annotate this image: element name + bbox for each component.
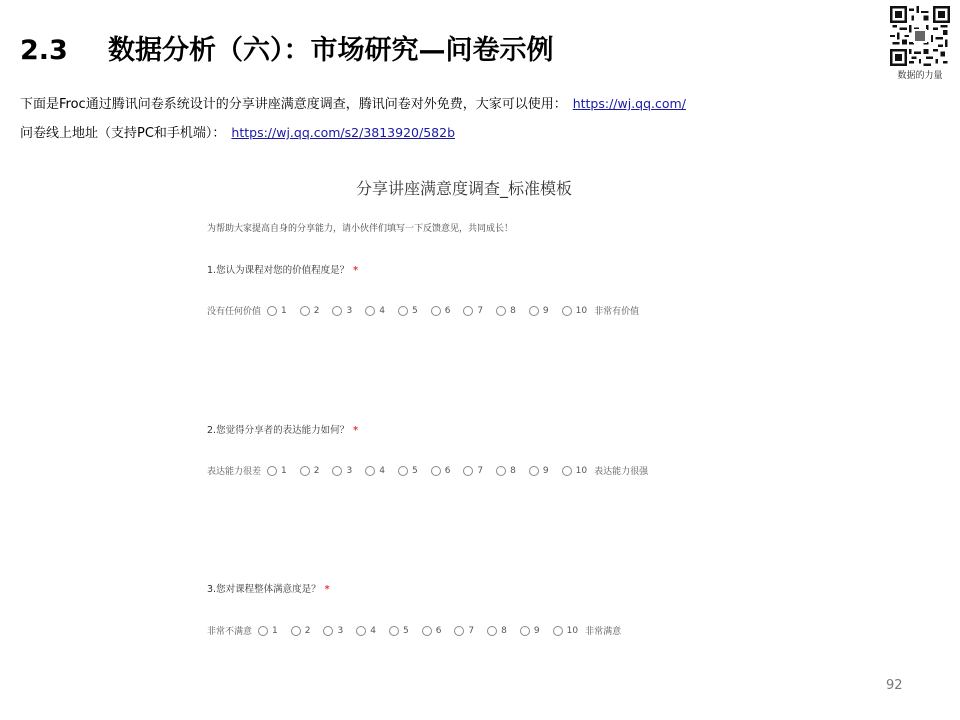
rating-option-label: 4 xyxy=(379,305,385,316)
radio-circle-icon[interactable] xyxy=(332,466,342,476)
question-2-scale xyxy=(207,464,648,477)
scale-low-label: 表达能力很差 xyxy=(207,467,262,477)
radio-circle-icon[interactable] xyxy=(422,626,432,636)
intro-text-1: 下面是Froc通过腾讯问卷系统设计的分享讲座满意度调查，腾讯问卷对外免费，大家可以使用： xyxy=(20,97,567,112)
page-number: 92 xyxy=(886,678,903,693)
rating-option[interactable] xyxy=(487,626,507,636)
rating-option-label: 10 xyxy=(566,625,579,636)
question-3-text: 3.您对课程整体满意度是？ xyxy=(207,584,321,595)
radio-circle-icon[interactable] xyxy=(562,306,572,316)
rating-option[interactable] xyxy=(553,626,578,636)
rating-option-label: 8 xyxy=(510,465,516,476)
rating-option[interactable] xyxy=(562,306,587,316)
radio-circle-icon[interactable] xyxy=(398,466,408,476)
qr-code-icon xyxy=(890,6,950,66)
rating-option[interactable] xyxy=(431,466,451,476)
scale-options xyxy=(267,466,600,476)
intro-line-1 xyxy=(20,93,686,112)
rating-option[interactable] xyxy=(431,306,451,316)
rating-option[interactable] xyxy=(496,466,516,476)
rating-option[interactable] xyxy=(398,306,418,316)
rating-option-label: 3 xyxy=(346,305,353,316)
slide-title xyxy=(20,28,554,67)
rating-option-label: 4 xyxy=(379,465,385,476)
rating-option-label: 7 xyxy=(477,465,484,476)
rating-option-label: 6 xyxy=(444,305,451,316)
intro-line-2 xyxy=(20,122,455,141)
radio-circle-icon[interactable] xyxy=(463,466,473,476)
radio-circle-icon[interactable] xyxy=(463,306,473,316)
rating-option-label: 7 xyxy=(468,625,475,636)
rating-option[interactable] xyxy=(258,626,278,636)
rating-option[interactable] xyxy=(267,306,287,316)
radio-circle-icon[interactable] xyxy=(431,466,441,476)
rating-option[interactable] xyxy=(496,306,516,316)
scale-low-label: 没有任何价值 xyxy=(207,307,262,317)
rating-option[interactable] xyxy=(529,306,549,316)
radio-circle-icon[interactable] xyxy=(300,466,310,476)
radio-circle-icon[interactable] xyxy=(389,626,399,636)
question-1-text: 1.您认为课程对您的价值程度是？ xyxy=(207,265,350,276)
radio-circle-icon[interactable] xyxy=(553,626,563,636)
rating-option[interactable] xyxy=(463,466,483,476)
rating-option-label: 4 xyxy=(370,625,376,636)
radio-circle-icon[interactable] xyxy=(258,626,268,636)
rating-option-label: 6 xyxy=(435,625,442,636)
section-number: 2.3 xyxy=(20,35,68,66)
rating-option[interactable] xyxy=(454,626,474,636)
rating-option[interactable] xyxy=(291,626,311,636)
rating-option-label: 5 xyxy=(411,465,418,476)
qr-block xyxy=(888,6,952,81)
rating-option-label: 9 xyxy=(533,625,540,636)
rating-option-label: 3 xyxy=(346,465,353,476)
rating-option[interactable] xyxy=(365,306,385,316)
rating-option[interactable] xyxy=(520,626,540,636)
scale-high-label: 表达能力很强 xyxy=(594,467,649,477)
rating-option-label: 9 xyxy=(542,465,549,476)
radio-circle-icon[interactable] xyxy=(323,626,333,636)
rating-option-label: 1 xyxy=(281,305,287,316)
rating-option[interactable] xyxy=(562,466,587,476)
radio-circle-icon[interactable] xyxy=(365,466,375,476)
intro-text-2: 问卷线上地址（支持PC和手机端）： xyxy=(20,126,226,141)
rating-option-label: 8 xyxy=(510,305,516,316)
qr-caption: 数据的力量 xyxy=(897,71,943,81)
radio-circle-icon[interactable] xyxy=(496,466,506,476)
question-3-title xyxy=(207,581,330,595)
radio-circle-icon[interactable] xyxy=(529,466,539,476)
rating-option-label: 3 xyxy=(337,625,344,636)
scale-low-label: 非常不满意 xyxy=(207,627,253,637)
question-2-text: 2.您觉得分享者的表达能力如何？ xyxy=(207,425,350,436)
rating-option[interactable] xyxy=(529,466,549,476)
question-3-scale xyxy=(207,624,621,637)
scale-high-label: 非常满意 xyxy=(585,627,622,637)
question-1-title xyxy=(207,262,358,276)
radio-circle-icon[interactable] xyxy=(454,626,464,636)
rating-option-label: 10 xyxy=(575,305,588,316)
radio-circle-icon[interactable] xyxy=(365,306,375,316)
rating-option-label: 7 xyxy=(477,305,484,316)
rating-option[interactable] xyxy=(300,306,320,316)
wj-homepage-link[interactable]: https://wj.qq.com/ xyxy=(572,96,686,111)
survey-title: 分享讲座满意度调查_标准模板 xyxy=(355,179,572,198)
radio-circle-icon[interactable] xyxy=(300,306,310,316)
rating-option[interactable] xyxy=(300,466,320,476)
scale-options xyxy=(267,306,600,316)
scale-options xyxy=(258,626,591,636)
survey-url-link[interactable]: https://wj.qq.com/s2/3813920/582b xyxy=(231,125,455,140)
rating-option-label: 5 xyxy=(402,625,409,636)
radio-circle-icon[interactable] xyxy=(431,306,441,316)
rating-option-label: 6 xyxy=(444,465,451,476)
rating-option-label: 1 xyxy=(281,465,287,476)
radio-circle-icon[interactable] xyxy=(267,306,277,316)
rating-option-label: 2 xyxy=(313,305,320,316)
radio-circle-icon[interactable] xyxy=(267,466,277,476)
required-mark: * xyxy=(353,425,359,436)
rating-option[interactable] xyxy=(267,466,287,476)
rating-option-label: 2 xyxy=(313,465,320,476)
radio-circle-icon[interactable] xyxy=(520,626,530,636)
rating-option-label: 8 xyxy=(501,625,507,636)
rating-option[interactable] xyxy=(356,626,376,636)
radio-circle-icon[interactable] xyxy=(291,626,301,636)
rating-option[interactable] xyxy=(389,626,409,636)
radio-circle-icon[interactable] xyxy=(332,306,342,316)
required-mark: * xyxy=(324,584,330,595)
survey-description: 为帮助大家提高自身的分享能力，请小伙伴们填写一下反馈意见，共同成长！ xyxy=(207,224,514,234)
radio-circle-icon[interactable] xyxy=(487,626,497,636)
rating-option[interactable] xyxy=(323,626,343,636)
scale-high-label: 非常有价值 xyxy=(594,307,640,317)
rating-option[interactable] xyxy=(422,626,442,636)
radio-circle-icon[interactable] xyxy=(398,306,408,316)
rating-option-label: 10 xyxy=(575,465,588,476)
radio-circle-icon[interactable] xyxy=(562,466,572,476)
radio-circle-icon[interactable] xyxy=(529,306,539,316)
rating-option[interactable] xyxy=(332,466,352,476)
rating-option[interactable] xyxy=(365,466,385,476)
radio-circle-icon[interactable] xyxy=(356,626,366,636)
required-mark: * xyxy=(353,265,359,276)
rating-option[interactable] xyxy=(463,306,483,316)
rating-option[interactable] xyxy=(332,306,352,316)
rating-option-label: 1 xyxy=(272,625,278,636)
question-1-scale xyxy=(207,304,639,317)
rating-option-label: 9 xyxy=(542,305,549,316)
question-2-title xyxy=(207,422,358,436)
rating-option[interactable] xyxy=(398,466,418,476)
radio-circle-icon[interactable] xyxy=(496,306,506,316)
rating-option-label: 5 xyxy=(411,305,418,316)
title-text: 数据分析（六）：市场研究—问卷示例 xyxy=(108,35,554,66)
rating-option-label: 2 xyxy=(304,625,311,636)
